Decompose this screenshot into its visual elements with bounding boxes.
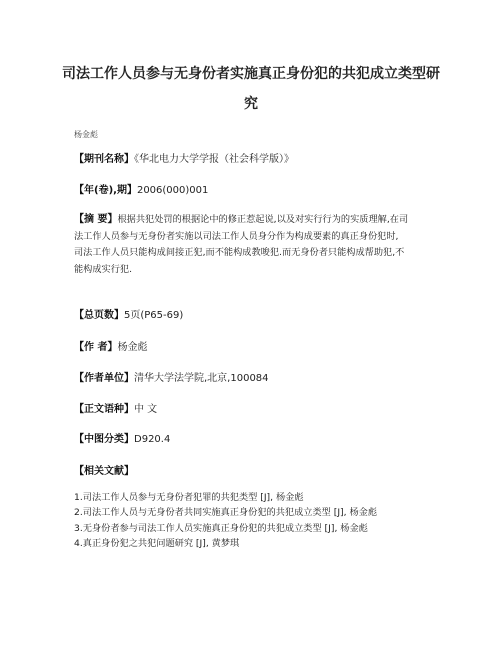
reference-item: 1.司法工作人员参与无身份者犯罪的共犯类型 [J], 杨金彪: [74, 492, 304, 503]
abstract-line-4: 能构成实行犯.: [74, 263, 133, 275]
references-list: [74, 490, 377, 551]
field-text-language: [74, 403, 157, 416]
references-heading: 【相关文献】: [74, 466, 134, 477]
field-label: 【中图分类】: [74, 434, 134, 445]
abstract-line-1: [74, 212, 434, 229]
field-author: [74, 341, 147, 354]
author-name: 杨金彪: [74, 130, 98, 139]
field-value: 中 文: [134, 404, 158, 415]
document-title-line-1: 司法工作人员参与无身份者实施真正身份犯的共犯成立类型研: [62, 66, 440, 82]
field-value: 2006(000)001: [136, 185, 209, 196]
field-label: 【作者单位】: [74, 373, 134, 384]
abstract-text: 根据共犯处罚的根据论中的修正惹起说,以及对实行行为的实质理解,在司: [117, 214, 409, 225]
field-author-affiliation: [74, 372, 269, 385]
reference-item: 2.司法工作人员与无身份者共同实施真正身份犯的共犯成立类型 [J], 杨金彪: [74, 507, 378, 519]
field-value: D920.4: [134, 434, 171, 445]
reference-item: 3.无身份者参与司法工作人员实施真正身份犯的共犯成立类型 [J], 杨金彪: [74, 522, 368, 534]
field-value: 《华北电力大学学报（社会科学版）》: [134, 154, 294, 165]
field-value: 杨金彪: [117, 342, 148, 353]
field-value: 5页(P65-69): [124, 310, 184, 321]
abstract-block: [74, 212, 434, 278]
field-label: 【作 者】: [74, 342, 118, 353]
field-label: 【期刊名称】: [74, 154, 134, 165]
field-journal-name: [74, 153, 294, 166]
field-label: 【总页数】: [74, 310, 124, 321]
abstract-line-3: 司法工作人员只能构成间接正犯,而不能构成教唆犯.而无身份者只能构成帮助犯,不: [74, 247, 405, 258]
field-classification: [74, 433, 170, 446]
abstract-label: 【摘 要】: [74, 214, 118, 225]
field-value: 清华大学法学院,北京,100084: [134, 373, 269, 384]
document-title-line-2: 究: [244, 96, 258, 112]
field-year-volume-issue: [74, 184, 208, 197]
field-label: 【正文语种】: [74, 404, 134, 415]
abstract-line-2: 法工作人员参与无身份者实施以司法工作人员身分作为构成要素的真正身份犯时,: [74, 230, 399, 242]
reference-item: 4.真正身份犯之共犯问题研究 [J], 黄梦琪: [74, 537, 240, 549]
field-label: 【年(卷),期】: [74, 185, 137, 196]
field-total-pages: [74, 309, 183, 322]
